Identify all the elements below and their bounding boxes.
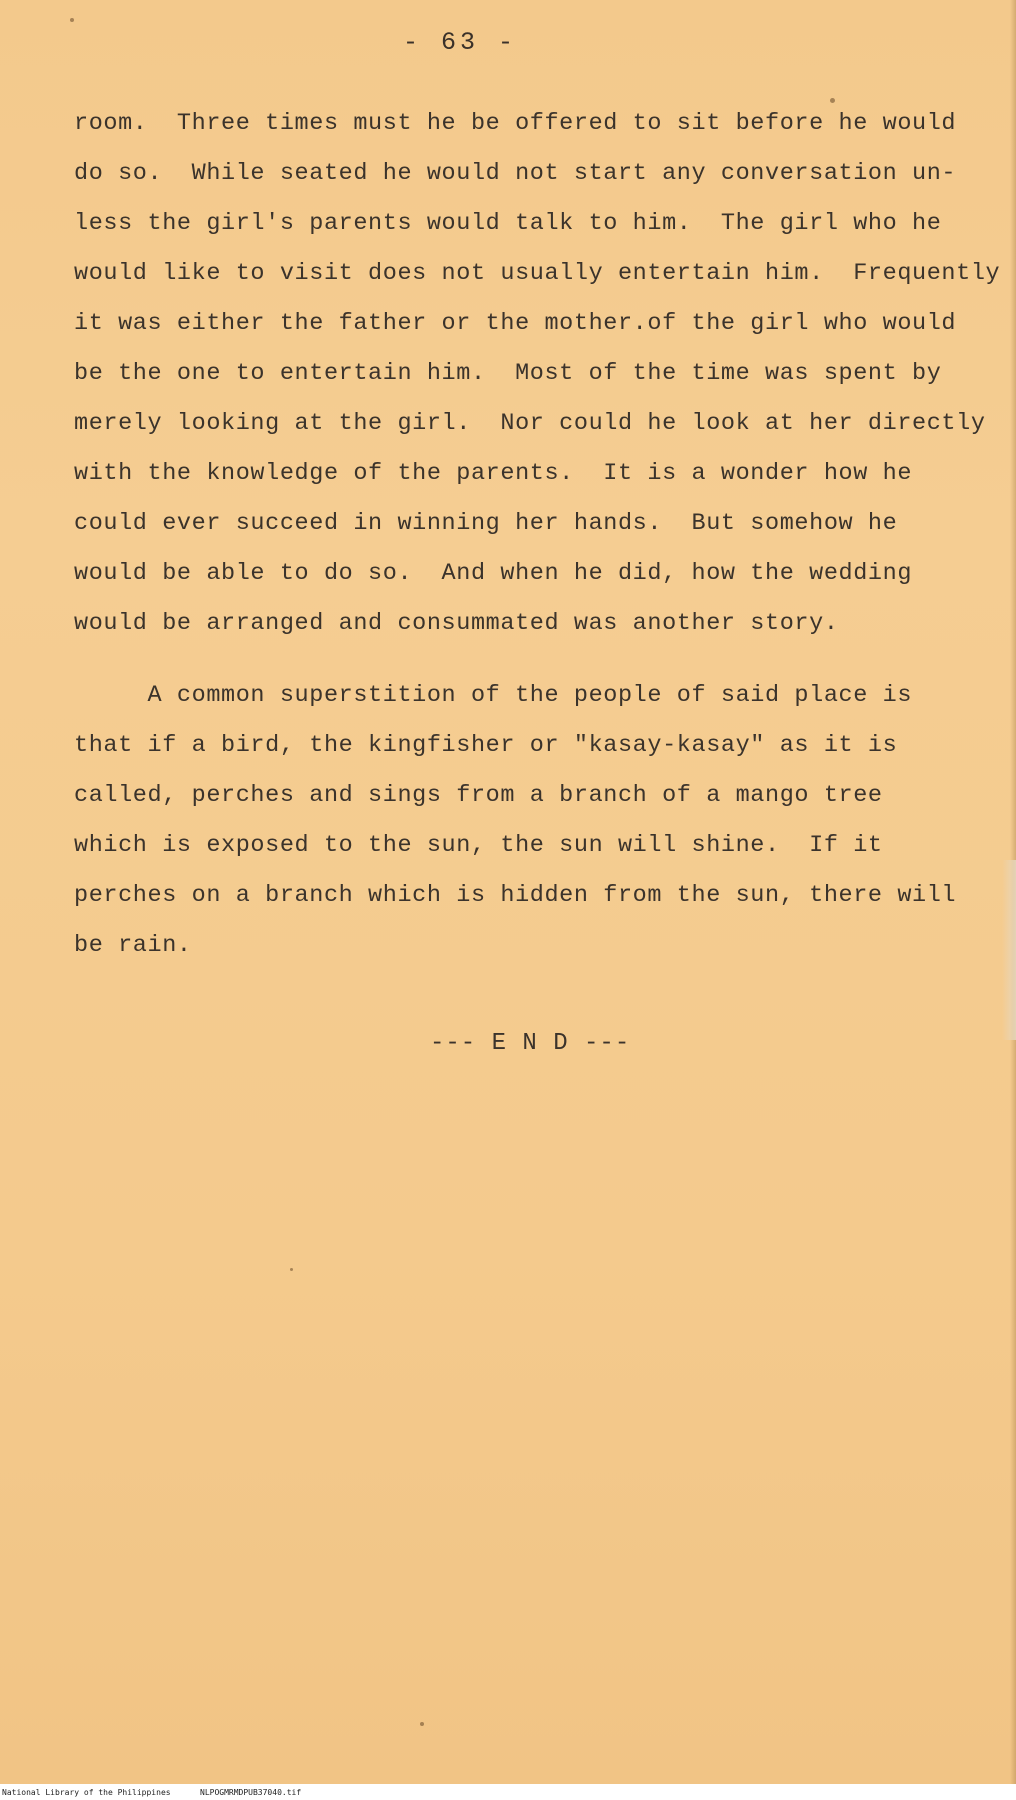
paragraph-1-line: would like to visit does not usually entertain him. Frequently: [74, 260, 1001, 287]
scan-footer: [0, 1786, 1016, 1800]
paragraph-2-line: be rain.: [74, 932, 192, 959]
paragraph-1-line: room. Three times must he be offered to sit before he would: [74, 110, 957, 137]
paragraph-1-line: it was either the father or the mother.of the girl who would: [74, 310, 957, 337]
end-mark: --- E N D ---: [430, 1030, 631, 1057]
paragraph-2-line: which is exposed to the sun, the sun will shine. If it: [74, 832, 883, 859]
paragraph-1-line: less the girl's parents would talk to him. The girl who he: [74, 210, 942, 237]
paragraph-1-line: merely looking at the girl. Nor could he look at her directly: [74, 410, 986, 437]
paragraph-2-line: called, perches and sings from a branch of a mango tree: [74, 782, 883, 809]
paper-speck: [70, 18, 74, 22]
paragraph-1-line: do so. While seated he would not start any conversation un-: [74, 160, 957, 187]
paper-speck: [290, 1268, 293, 1271]
footer-library-name: National Library of the Philippines: [2, 1788, 171, 1797]
paragraph-2-line: A common superstition of the people of said place is: [74, 682, 913, 709]
paragraph-1-line: would be arranged and consummated was another story.: [74, 610, 839, 637]
paragraph-1-line: with the knowledge of the parents. It is a wonder how he: [74, 460, 913, 487]
paragraph-2-line: perches on a branch which is hidden from the sun, there will: [74, 882, 957, 909]
paragraph-1-line: would be able to do so. And when he did, how the wedding: [74, 560, 913, 587]
paragraph-2-line: that if a bird, the kingfisher or "kasay-kasay" as it is: [74, 732, 898, 759]
paper-edge-tab: [1002, 860, 1016, 1040]
paper-speck: [830, 98, 835, 103]
paragraph-1-line: be the one to entertain him. Most of the time was spent by: [74, 360, 942, 387]
paragraph-1-line: could ever succeed in winning her hands. But somehow he: [74, 510, 898, 537]
page-number: - 63 -: [402, 28, 517, 57]
paper-speck: [420, 1722, 424, 1726]
footer-file-name: NLPOGMRMDPUB37040.tif: [200, 1788, 302, 1797]
